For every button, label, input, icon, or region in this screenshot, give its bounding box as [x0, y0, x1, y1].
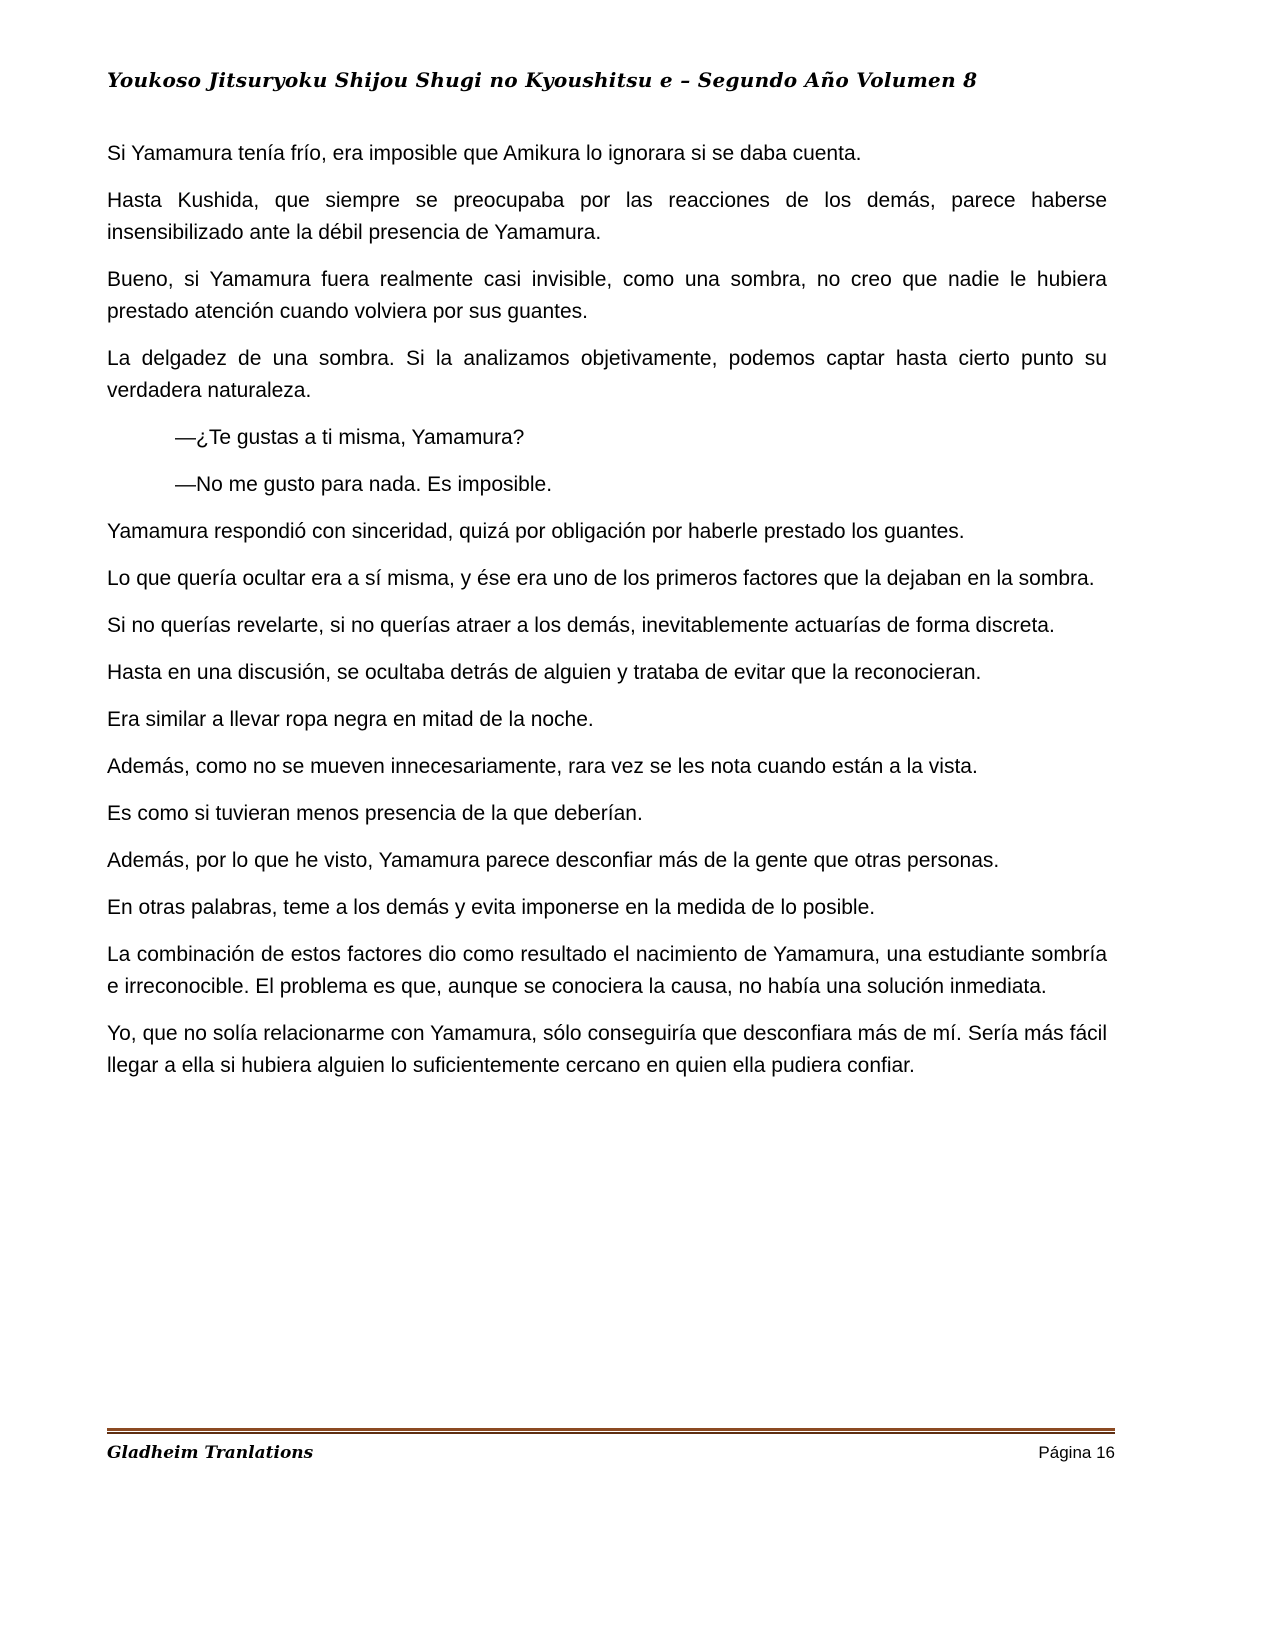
page-footer — [107, 1428, 1115, 1463]
paragraph: La delgadez de una sombra. Si la analizamos objetivamente, podemos captar hasta cierto punto su verdadera naturaleza. — [107, 347, 1107, 402]
paragraph: Es como si tuvieran menos presencia de la que deberían. — [107, 802, 643, 825]
paragraph: Lo que quería ocultar era a sí misma, y ése era uno de los primeros factores que la dejaban en la sombra. — [107, 567, 1095, 590]
paragraph: Si no querías revelarte, si no querías atraer a los demás, inevitablemente actuarías de forma discreta. — [107, 614, 1055, 637]
paragraph: Si Yamamura tenía frío, era imposible que Amikura lo ignorara si se daba cuenta. — [107, 142, 862, 165]
page-header — [107, 68, 1107, 92]
document-body — [107, 138, 1107, 1097]
paragraph: Además, por lo que he visto, Yamamura parece desconfiar más de la gente que otras personas. — [107, 849, 1000, 872]
paragraph-dialogue: —No me gusto para nada. Es imposible. — [175, 473, 553, 496]
paragraph-dialogue: —¿Te gustas a ti misma, Yamamura? — [175, 426, 525, 449]
paragraph: Era similar a llevar ropa negra en mitad de la noche. — [107, 708, 594, 731]
paragraph: La combinación de estos factores dio como resultado el nacimiento de Yamamura, una estudiante sombría e irreconocible. El problema es que, aunque se conociera la causa, no había una solución inmediata. — [107, 943, 1107, 998]
paragraph: En otras palabras, teme a los demás y evita imponerse en la medida de lo posible. — [107, 896, 876, 919]
paragraph: Hasta en una discusión, se ocultaba detrás de alguien y trataba de evitar que la reconocieran. — [107, 661, 982, 684]
paragraph: Bueno, si Yamamura fuera realmente casi invisible, como una sombra, no creo que nadie le hubiera prestado atención cuando volviera por sus guantes. — [107, 268, 1107, 323]
footer-page-number: Página 16 — [1038, 1443, 1115, 1462]
footer-rule — [107, 1428, 1115, 1432]
paragraph: Yo, que no solía relacionarme con Yamamura, sólo conseguiría que desconfiara más de mí. Sería más fácil llegar a ella si hubiera alguien lo suficientemente cercano en quien ella pudiera confiar. — [107, 1022, 1107, 1077]
footer-translator-credit: Gladheim Tranlations — [107, 1443, 314, 1463]
paragraph: Yamamura respondió con sinceridad, quizá por obligación por haberle prestado los guantes. — [107, 520, 965, 543]
header-title: Youkoso Jitsuryoku Shijou Shugi no Kyoushitsu e – Segundo Año Volumen 8 — [107, 68, 978, 92]
paragraph: Además, como no se mueven innecesariamente, rara vez se les nota cuando están a la vista. — [107, 755, 978, 778]
footer-row — [107, 1440, 1115, 1463]
paragraph: Hasta Kushida, que siempre se preocupaba por las reacciones de los demás, parece haberse insensibilizado ante la débil presencia de Yamamura. — [107, 189, 1107, 244]
